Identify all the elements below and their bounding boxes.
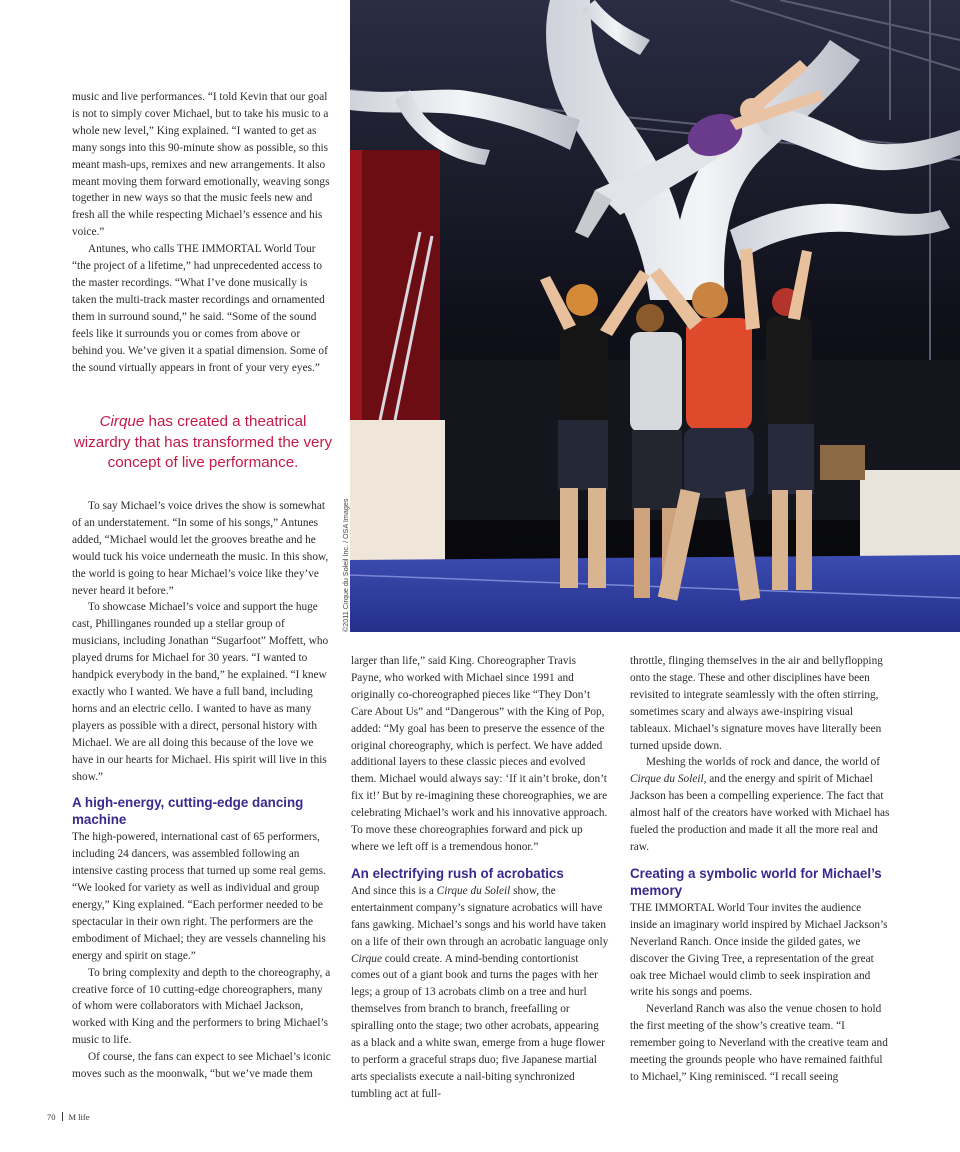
text-run: And since this is a: [351, 884, 437, 897]
column-1-top: [72, 89, 332, 376]
stage-photo: [350, 0, 960, 632]
paragraph: THE IMMORTAL World Tour invites the audience inside an imaginary world inspired by Michael Jackson’s Neverland Ranch. Once inside the gilded gates, we discover the Giving Tree, a representation of the great oak tree Michael would climb to seek inspiration and write his songs and poems.: [630, 901, 888, 999]
paragraph: throttle, flinging themselves in the air and bellyflopping onto the stage. These and other disciplines have been revisited to integrate seamlessly with the often stirring, sometimes scary and always awe-inspiring visual tableaux. Michael’s signature moves have literally been turned upside down.: [630, 655, 883, 752]
text-run: show, the entertainment company’s signature acrobatics will have fans gawking. Michael’s songs and his world have taken on a life of their own through an acrobatic language only: [351, 884, 609, 948]
paragraph: music and live performances. “I told Kevin that our goal is not to simply cover Michael, but to take his music to a whole new level,” King explained. “I wanted to get as many songs into this 90-minute show as possible, so this meant mash-ups, remixes and new arrangements. It also meant moving them forward emotionally, weaving songs together in new ways so that the music feels new and fresh all the while respecting Michael’s essence and his voice.”: [72, 91, 330, 239]
column-1-bottom: [72, 498, 332, 1083]
paragraph: To bring complexity and depth to the choreography, a creative force of 10 cutting-edge choreographers, many of whom were collaborators with Michael Jackson, worked with King and the performers to bring Michael’s music to life.: [72, 966, 331, 1047]
pull-quote: [72, 412, 334, 474]
pull-quote-text: has created a theatrical wizardry that has transformed the very concept of live performance.: [73, 413, 333, 471]
acrobat-rehearsal-illustration: [350, 0, 960, 632]
text-run: Meshing the worlds of rock and dance, the world of: [646, 756, 881, 769]
paragraph: Neverland Ranch was also the venue chosen to hold the first meeting of the show’s creative team. “I remember going to Neverland with the creative team and meeting the grounds people who have remained faithful to Michael,” King reminisced. “I recall seeing: [630, 1003, 888, 1083]
page-number: 70: [47, 1112, 56, 1122]
paragraph: Antunes, who calls THE IMMORTAL World Tour “the project of a lifetime,” had unprecedented access to the master recordings. “What I’ve done musically is taken the multi-track master recordings and ornamented them in surround sound,” he said. “Some of the sound feels like it surrounds you or comes from above or behind you. We’ve given it a spatial dimension. Some of the sound virtually appears in front of your very eyes.”: [72, 243, 328, 374]
column-2: [351, 653, 609, 1103]
text-run-italic: Cirque du Soleil: [436, 884, 511, 897]
paragraph: Of course, the fans can expect to see Michael’s iconic moves such as the moonwalk, “but we’ve made them: [72, 1051, 331, 1081]
text-run: , and the energy and spirit of Michael Jackson has been a compelling experience. The fact that almost half of the creators have worked with Michael has fueled the production and made it all the more real and raw.: [630, 773, 890, 853]
magazine-name: M life: [68, 1112, 90, 1122]
paragraph: larger than life,” said King. Choreographer Travis Payne, who worked with Michael since 1991 and originally co-choreographed pieces like “They Don’t Care About Us” and “Dangerous” with the King of Pop, added: “My goal has been to preserve the essence of the original choreography, which is perfect. We have added additional layers to these classic pieces and evolved them. Michael would always say: ‘If it ain’t broke, don’t fix it!’ But by re-imagining these choreographies, we are celebrating Michael’s work and his innovative approach. To move these choreographies forward and pick up where we left off is a tremendous honor.”: [351, 655, 608, 853]
column-3: [630, 653, 890, 1086]
pull-quote-lead: Cirque: [99, 413, 145, 430]
page-footer: [47, 1112, 90, 1122]
paragraph: To showcase Michael’s voice and support the huge cast, Phillinganes rounded up a stellar group of musicians, including Jonathan “Sugarfoot” Moffett, who played drums for Michael for 30 years. “I wanted to handpick everybody in the band,” he explained. “I knew exactly who I wanted. We have a full band, including horns and an electric cello. I wanted to have as many players as possible with a direct, personal history with Michael. We are all doing this because of the love we have in our hearts for Michael. His spirit will live in this show.”: [72, 601, 329, 783]
photo-credit: ©2011 Cirque du Soleil Inc. / OSA Images: [341, 498, 350, 632]
text-run-italic: Cirque: [351, 952, 382, 965]
paragraph: To say Michael’s voice drives the show is somewhat of an understatement. “In some of his songs,” Antunes added, “Michael would let the grooves breathe and he would tuck his voice underneath the music. In this show, the world is going to hear Michael’s voice like they’ve never heard it before.”: [72, 500, 329, 597]
text-run-italic: Cirque du Soleil: [630, 773, 704, 786]
text-run: could create. A mind-bending contortionist comes out of a giant book and turns the pages with her legs; a group of 13 acrobats climb on a tree and hurl themselves from branch to branch, freefalling or spiralling onto the stage; two other acrobats, appearing as a black and a white swan, emerge from a huge flower to perform a graceful straps duo; five Japanese martial arts specialists execute a nail-biting synchronized tumbling act at full-: [351, 952, 605, 1100]
section-heading-dance: A high-energy, cutting-edge dancing machine: [72, 795, 304, 828]
paragraph: [351, 883, 609, 1103]
section-heading-acrobatics: An electrifying rush of acrobatics: [351, 865, 564, 881]
footer-divider: [62, 1112, 63, 1121]
section-heading-symbolic-world: Creating a symbolic world for Michael’s memory: [630, 865, 882, 898]
paragraph: [630, 754, 890, 855]
paragraph: The high-powered, international cast of 65 performers, including 24 dancers, was assembled following an intensive casting process that turned up some real gems. “We looked for variety as well as individual and group energy,” King explained. “Each performer needed to be spectacular in their own right. The performers are the embodiment of Michael; they are vessels channeling his energy and spirit on stage.”: [72, 831, 326, 962]
